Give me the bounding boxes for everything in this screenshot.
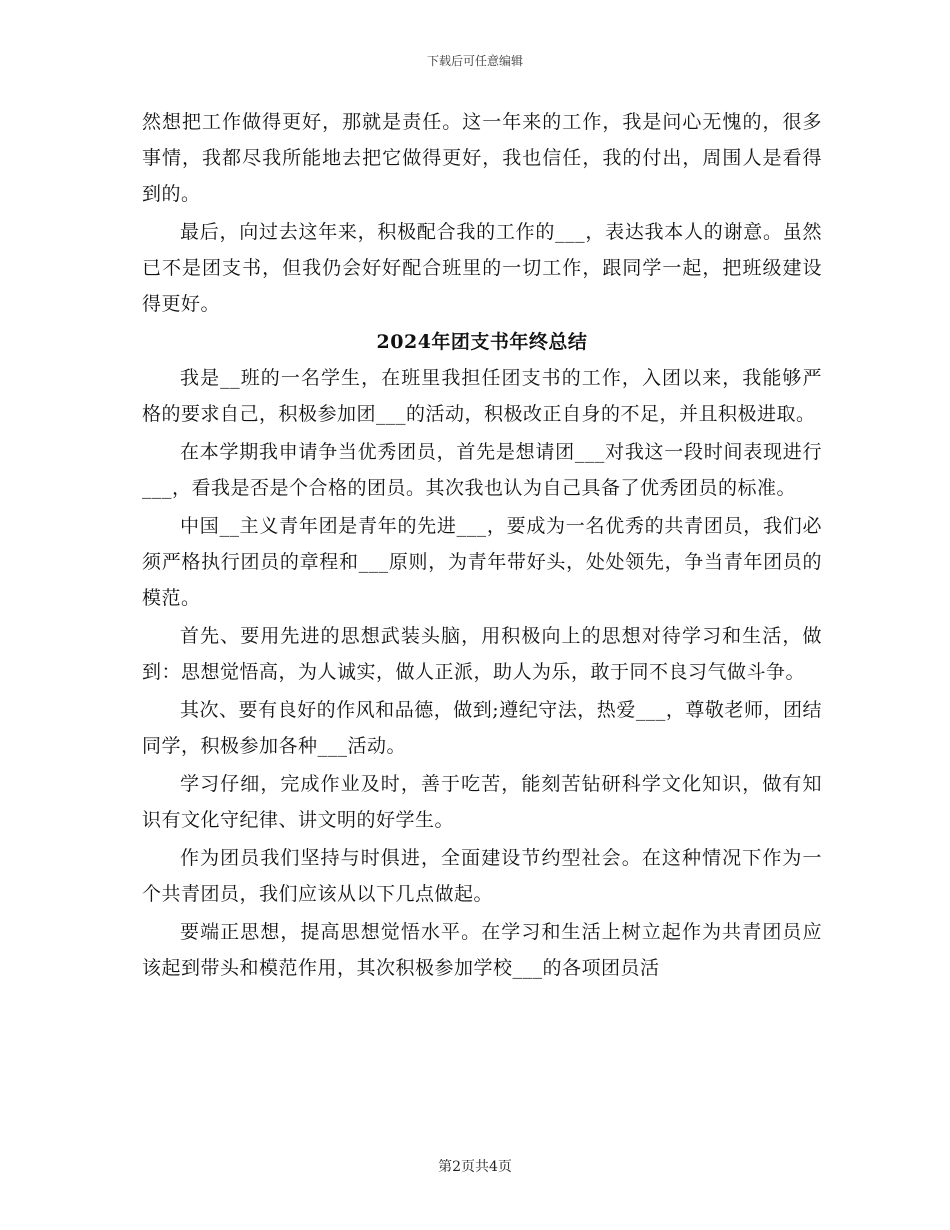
- paragraph: 要端正思想，提高思想觉悟水平。在学习和生活上树立起作为共青团员应该起到带头和模范作用，其次积极参加学校___的各项团员活: [142, 921, 822, 979]
- paragraph: 中国__主义青年团是青年的先进___，要成为一名优秀的共青团员，我们必须严格执行团员的章程和___原则，为青年带好头，处处领先，争当青年团员的模范。: [142, 515, 822, 609]
- paragraph: 在本学期我申请争当优秀团员，首先是想请团___对我这一段时间表现进行___，看我是否是个合格的团员。其次我也认为自己具备了优秀团员的标准。: [142, 441, 822, 499]
- paragraph: 然想把工作做得更好，那就是责任。这一年来的工作，我是问心无愧的，很多事情，我都尽我所能地去把它做得更好，我也信任，我的付出，周围人是看得到的。: [142, 111, 822, 205]
- paragraph: 首先、要用先进的思想武装头脑，用积极向上的思想对待学习和生活，做到：思想觉悟高，为人诚实，做人正派，助人为乐，敢于同不良习气做斗争。: [142, 625, 822, 683]
- document-body: [142, 104, 822, 988]
- paragraph: 最后，向过去这年来，积极配合我的工作的___，表达我本人的谢意。虽然已不是团支书，但我仍会好好配合班里的一切工作，跟同学一起，把班级建设得更好。: [142, 221, 822, 315]
- page-header: 下载后可任意编辑: [426, 54, 523, 68]
- document-title: 2024年团支书年终总结: [376, 331, 588, 353]
- paragraph: 作为团员我们坚持与时俱进，全面建设节约型社会。在这种情况下作为一个共青团员，我们应该从以下几点做起。: [142, 847, 822, 905]
- paragraph: 我是__班的一名学生，在班里我担任团支书的工作，入团以来，我能够严格的要求自己，积极参加团___的活动，积极改正自身的不足，并且积极进取。: [142, 367, 822, 425]
- paragraph: 其次、要有良好的作风和品德，做到;遵纪守法，热爱___，尊敬老师，团结同学，积极参加各种___活动。: [142, 699, 822, 757]
- paragraph: 学习仔细，完成作业及时，善于吃苦，能刻苦钻研科学文化知识，做有知识有文化守纪律、讲文明的好学生。: [142, 773, 822, 831]
- page-footer: 第2页共4页: [438, 1159, 512, 1175]
